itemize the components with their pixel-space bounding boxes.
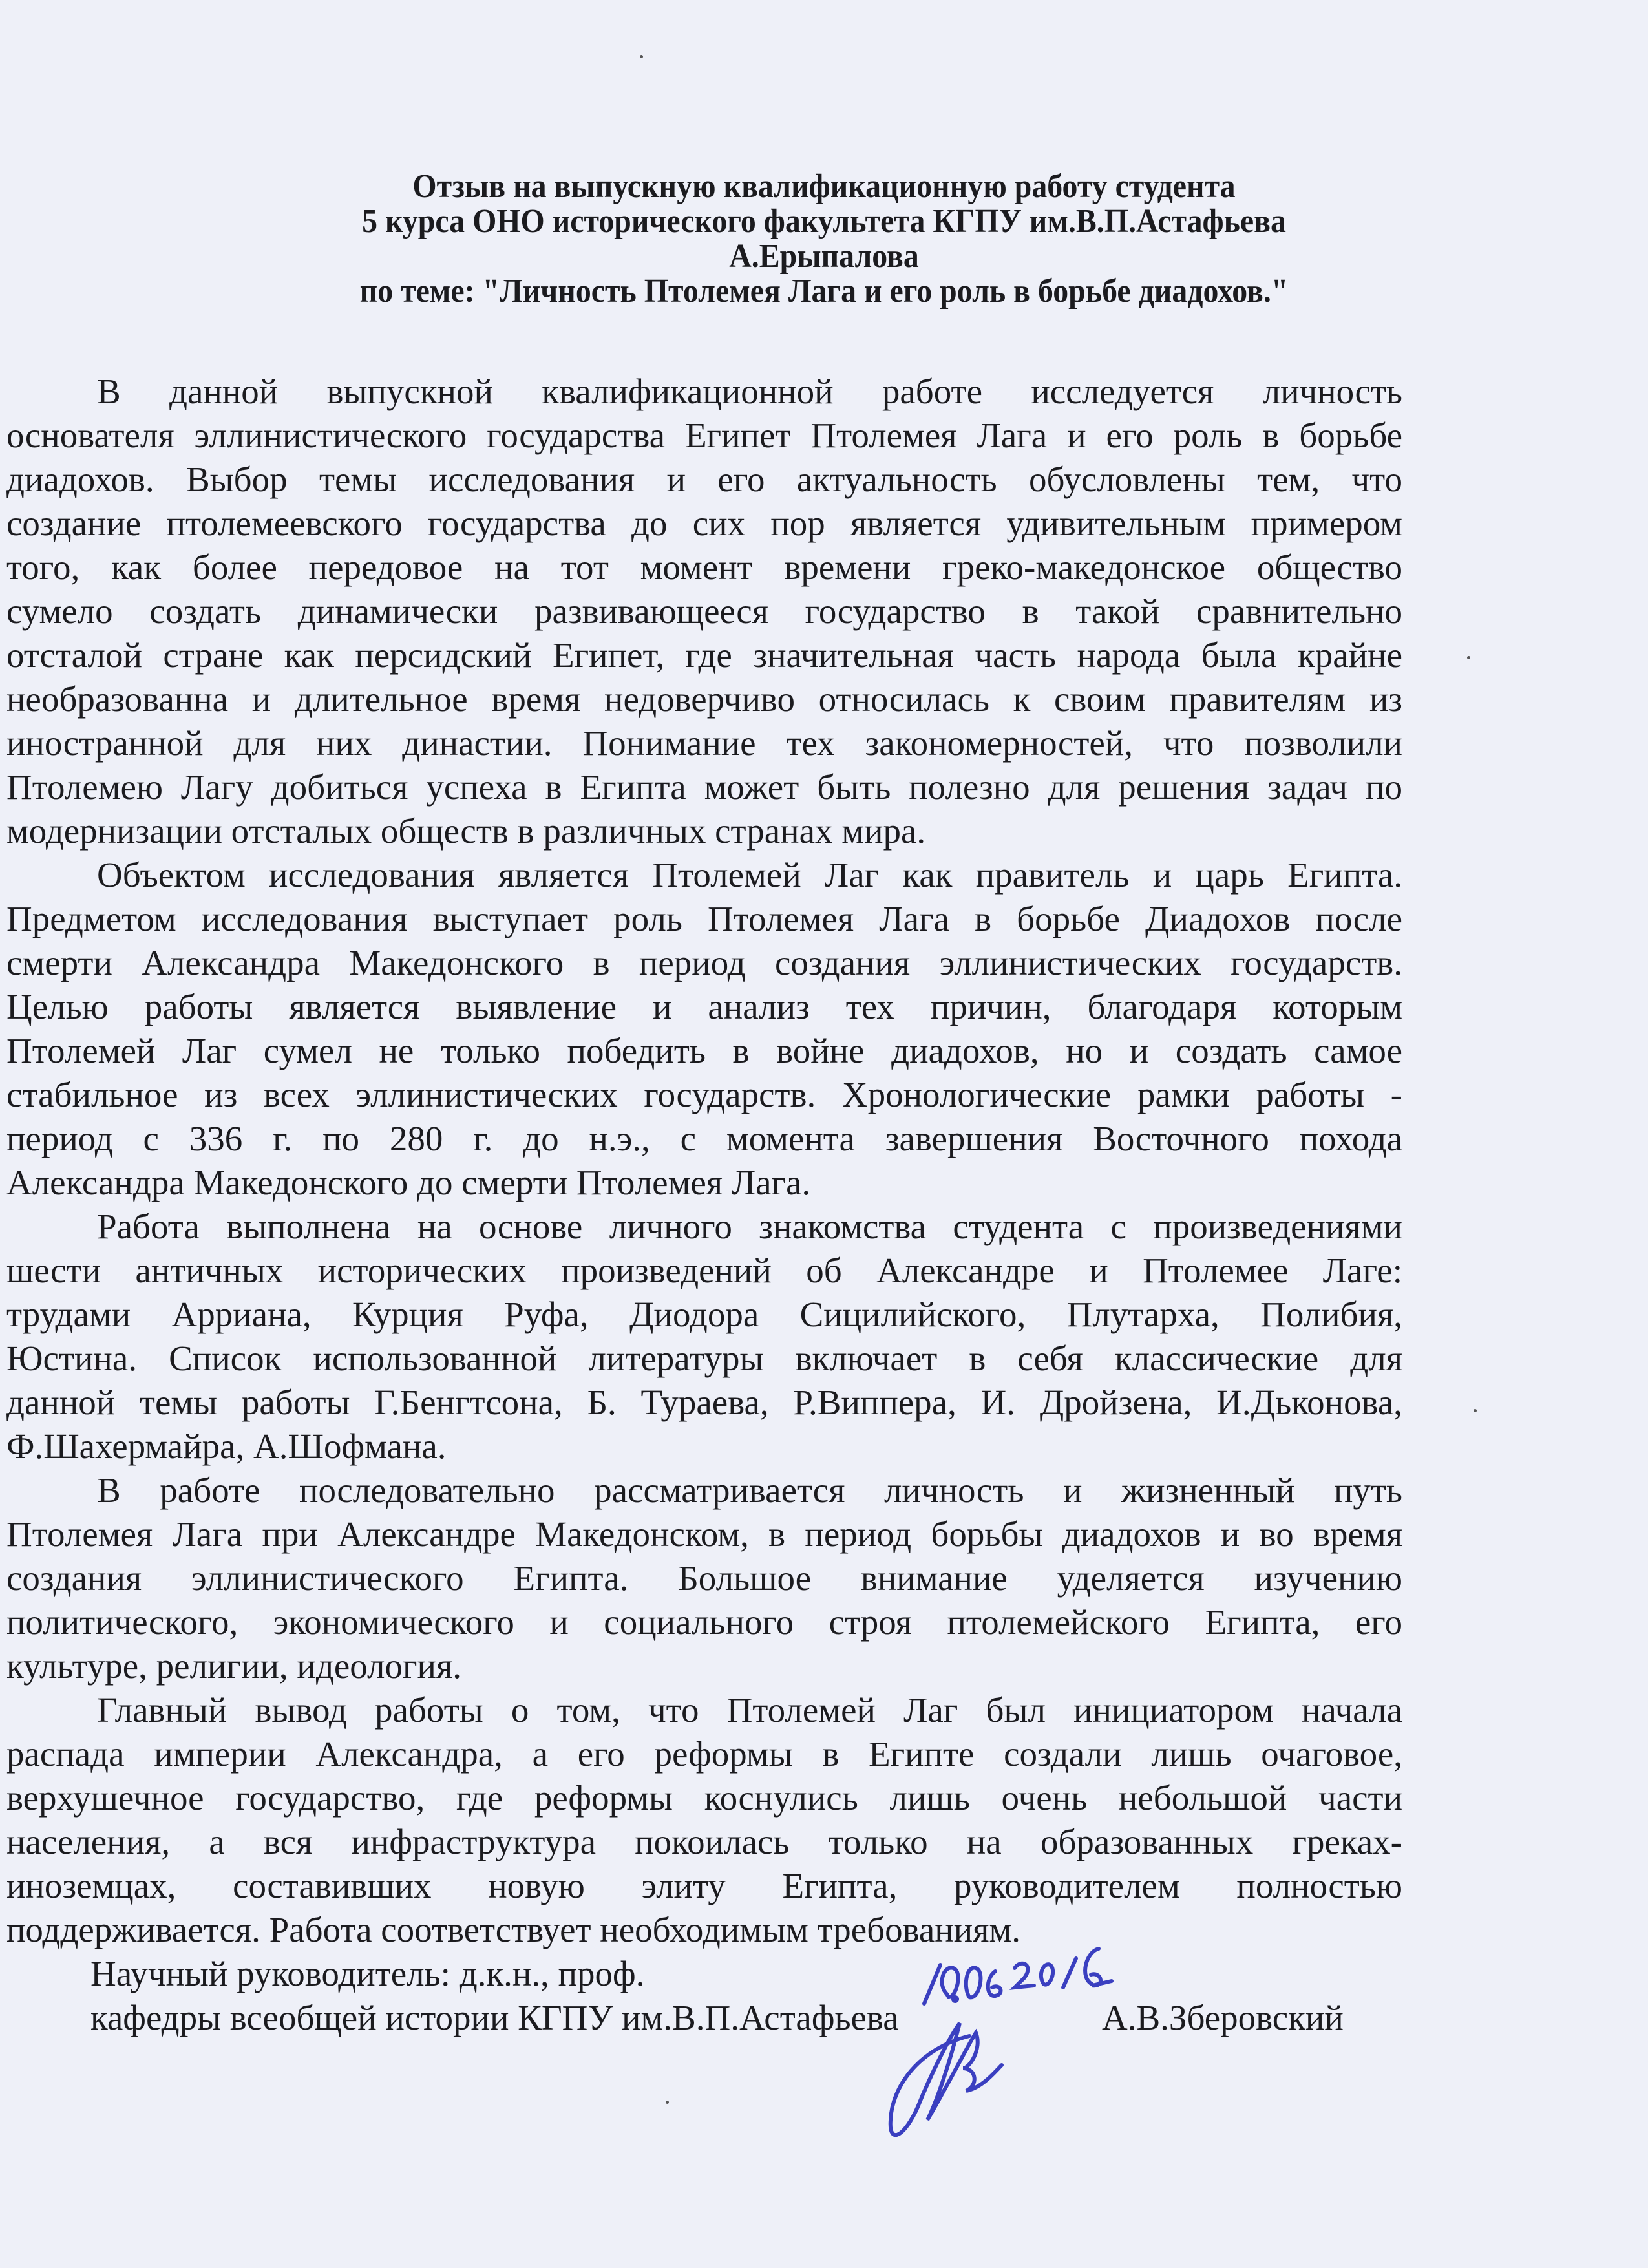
text-line: период с 336 г. по 280 г. до н.э., с момента завершения Восточного похода [6, 1119, 1402, 1158]
title-line: Отзыв на выпускную квалификационную работу студента [412, 168, 1236, 205]
text-line: политического, экономического и социального строя птолемейского Египта, его [6, 1602, 1402, 1642]
scan-speck [640, 55, 643, 58]
title-line: А.Ерыпалова [729, 238, 919, 275]
text-line: модернизации отсталых обществ в различных странах мира. [6, 811, 926, 851]
text-line: данной темы работы Г.Бенгтсона, Б. Тураева, Р.Виппера, И. Дройзена, И.Дьконова, [6, 1383, 1402, 1422]
text-line: шести античных исторических произведений об Александре и Птолемее Лаге: [6, 1251, 1402, 1290]
text-line: сумело создать динамически развивающееся государство в такой сравнительно [6, 591, 1402, 631]
text-line: населения, а вся инфраструктура покоилась только на образованных греках- [6, 1822, 1402, 1861]
text-line: поддерживается. Работа соответствует необходимым требованиям. [6, 1910, 1021, 1949]
text-line: Птолемей Лаг сумел не только победить в войне диадохов, но и создать самое [6, 1031, 1402, 1070]
text-line: Александра Македонского до смерти Птолемея Лага. [6, 1163, 811, 1202]
text-line: иноземцах, составивших новую элиту Египта, руководителем полностью [6, 1866, 1402, 1905]
scan-speck [666, 2101, 669, 2104]
text-line: необразованна и длительное время недоверчиво относилась к своим правителям из [6, 679, 1402, 719]
scan-speck [1467, 656, 1470, 659]
text-line: того, как более передовое на тот момент времени греко-македонское общество [6, 547, 1402, 587]
supervisor-line-1: Научный руководитель: д.к.н., проф. [90, 1954, 645, 1993]
text-line: создание птолемеевского государства до сих пор является удивительным примером [6, 503, 1402, 543]
text-line: культуре, религии, идеология. [6, 1646, 461, 1686]
text-line: Главный вывод работы о том, что Птолемей Лаг был инициатором начала [97, 1690, 1402, 1730]
text-line: Юстина. Список использованной литературы включает в себя классические для [6, 1339, 1402, 1378]
text-line: иностранной для них династии. Понимание тех закономерностей, что позволили [6, 723, 1402, 763]
text-line: Птолемея Лага при Александре Македонском, в период борьбы диадохов и во время [6, 1514, 1402, 1554]
text-line: диадохов. Выбор темы исследования и его актуальность обусловлены тем, что [6, 460, 1402, 499]
text-line: Птолемею Лагу добиться успеха в Египта может быть полезно для решения задач по [6, 767, 1402, 807]
supervisor-name: А.В.Зберовский [1102, 1998, 1344, 2037]
title-line: по теме: "Личность Птолемея Лага и его роль в борьбе диадохов." [359, 273, 1289, 310]
signature-icon [891, 2023, 1002, 2135]
text-line: Целью работы является выявление и анализ тех причин, благодаря которым [6, 987, 1402, 1026]
text-line: основателя эллинистического государства Египет Птолемея Лага и его роль в борьбе [6, 416, 1402, 455]
handwritten-date [924, 1949, 1112, 2004]
text-line: В работе последовательно рассматривается личность и жизненный путь [97, 1470, 1402, 1510]
text-line: смерти Александра Македонского в период создания эллинистических государств. [6, 943, 1402, 982]
text-line: распада империи Александра, а его реформы в Египте создали лишь очаговое, [6, 1734, 1402, 1774]
text-line: Работа выполнена на основе личного знакомства студента с произведениями [97, 1207, 1402, 1246]
text-line: Предметом исследования выступает роль Птолемея Лага в борьбе Диадохов после [6, 899, 1402, 938]
supervisor-department: кафедры всеобщей истории КГПУ им.В.П.Астафьева [90, 1998, 899, 2037]
text-line: Ф.Шахермайра, А.Шофмана. [6, 1426, 447, 1466]
scan-speck [1474, 1409, 1477, 1412]
text-line: Объектом исследования является Птолемей Лаг как правитель и царь Египта. [97, 855, 1402, 895]
text-line: трудами Арриана, Курция Руфа, Диодора Сицилийского, Плутарха, Полибия, [6, 1295, 1402, 1334]
title-line: 5 курса ОНО исторического факультета КГПУ им.В.П.Астафьева [362, 203, 1286, 240]
text-line: создания эллинистического Египта. Большое внимание уделяется изучению [6, 1558, 1402, 1598]
text-line: В данной выпускной квалификационной работе исследуется личность [97, 372, 1402, 411]
text-line: отсталой стране как персидский Египет, где значительная часть народа была крайне [6, 635, 1402, 675]
text-line: верхушечное государство, где реформы коснулись лишь очень небольшой части [6, 1778, 1402, 1818]
text-line: стабильное из всех эллинистических государств. Хронологические рамки работы - [6, 1075, 1402, 1114]
